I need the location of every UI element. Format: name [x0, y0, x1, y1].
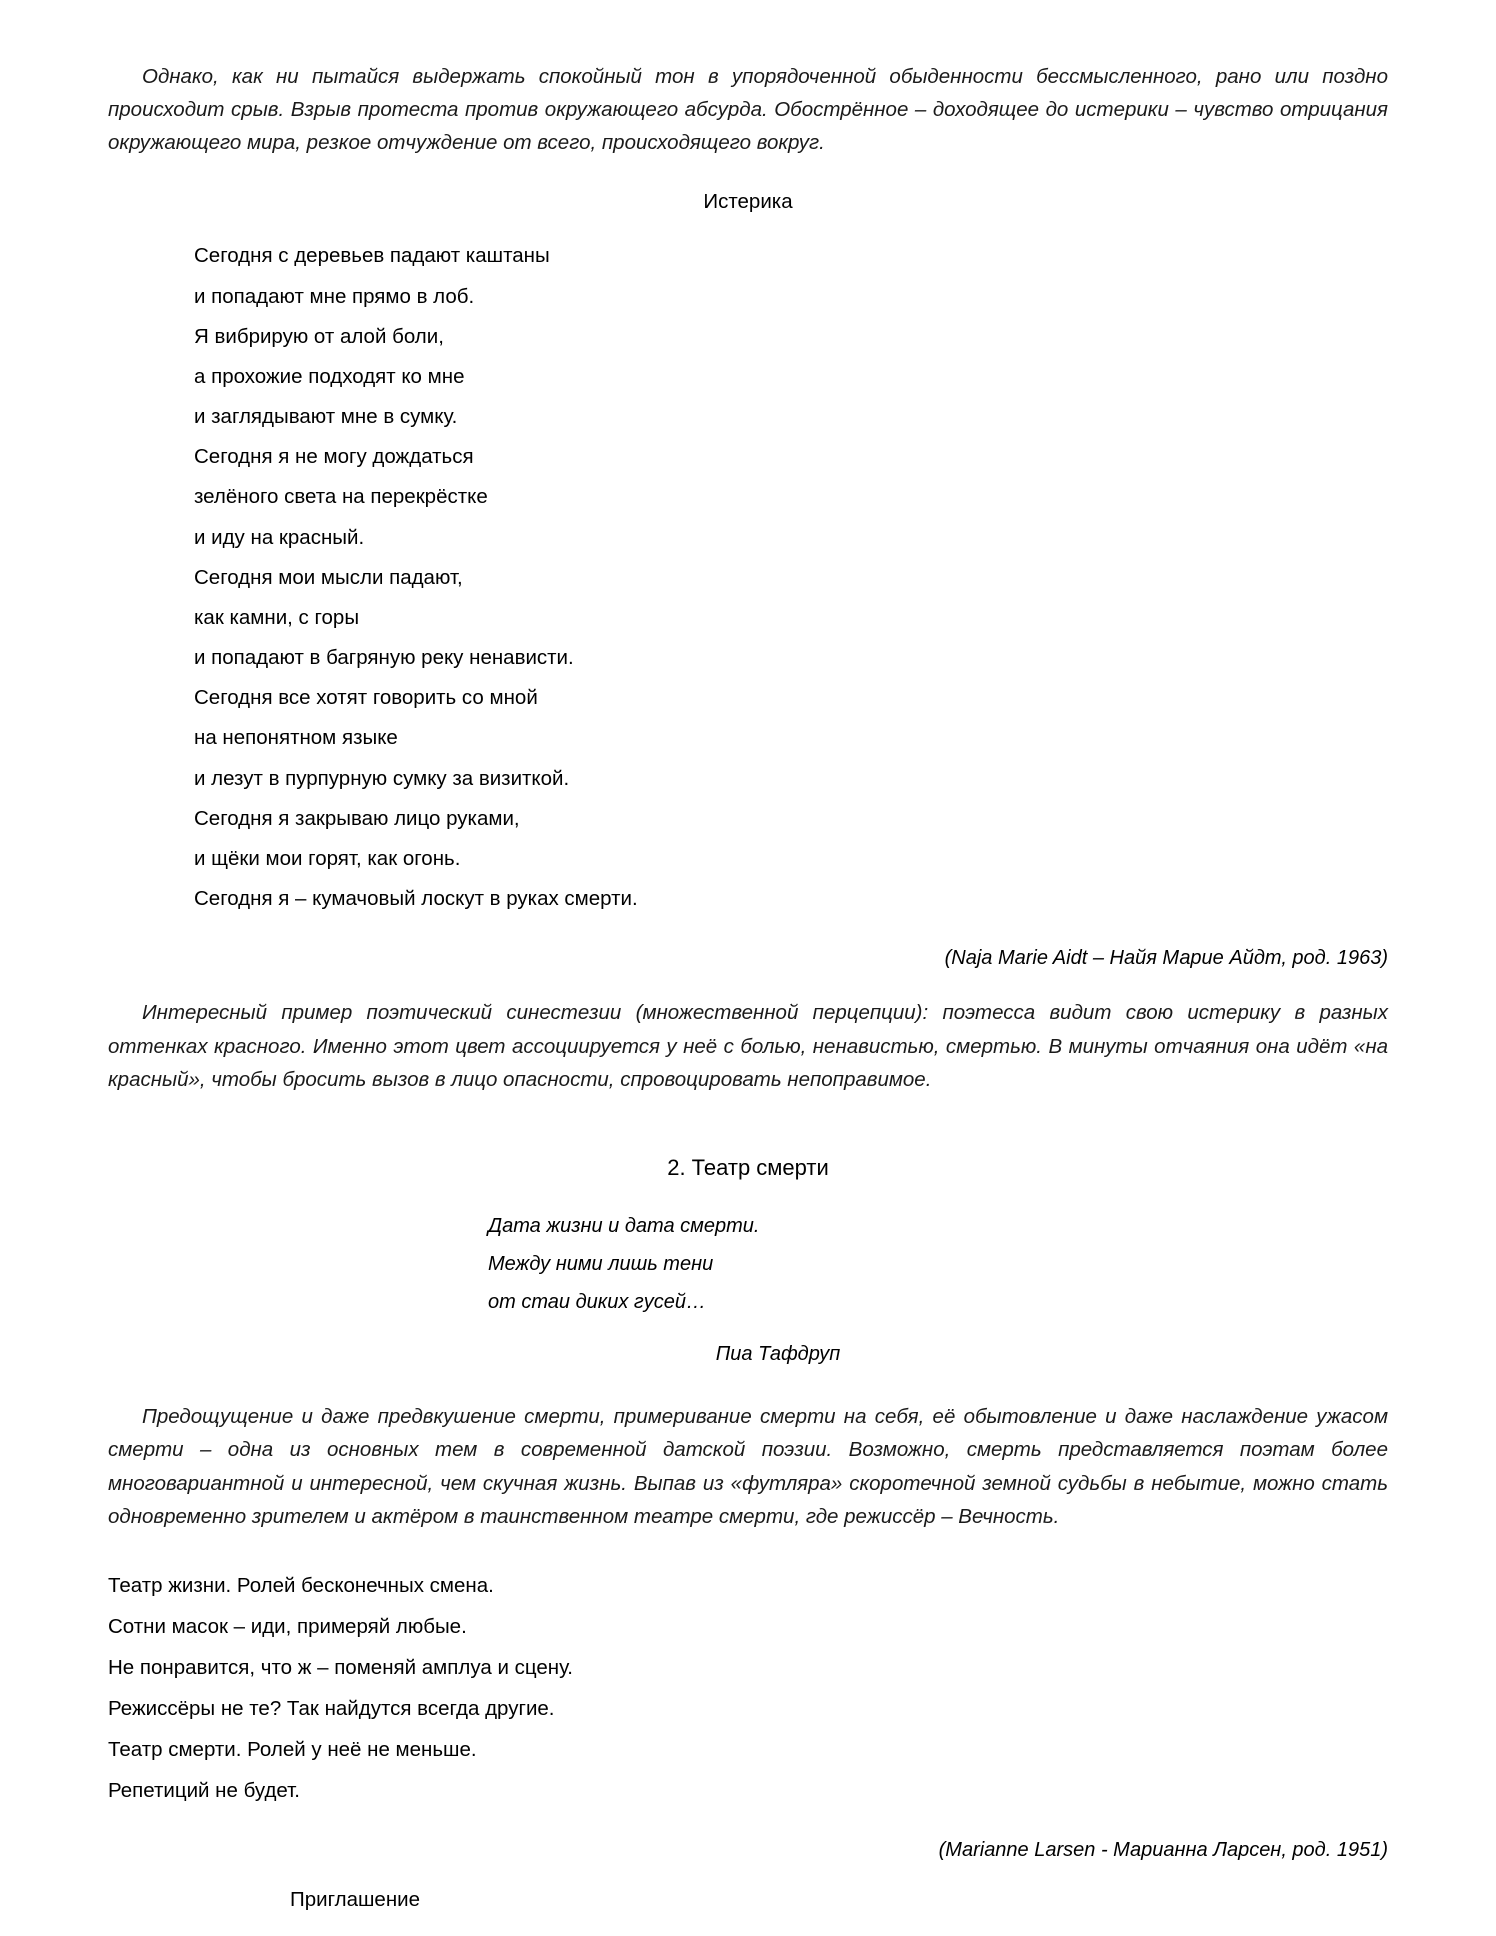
- poem-line: и попадают в багряную реку ненависти.: [194, 646, 574, 670]
- poem-line: Репетиций не будет.: [108, 1778, 300, 1802]
- poem-line: и заглядывают мне в сумку.: [194, 405, 458, 429]
- poem-line: как камни, с горы: [194, 605, 360, 629]
- poem-line: Режиссёры не те? Так найдутся всегда другие.: [108, 1696, 555, 1720]
- poem-line: и лезут в пурпурную сумку за визиткой.: [194, 766, 570, 790]
- poem-line: зелёного света на перекрёстке: [194, 485, 488, 509]
- epigraph-line: Дата жизни и дата смерти.: [488, 1215, 760, 1238]
- poem-line: Сегодня с деревьев падают каштаны: [194, 244, 550, 268]
- poem-attribution-larsen: (Marianne Larsen - Марианна Ларсен, род. 1951): [938, 1838, 1388, 1861]
- commentary-paragraph: Интересный пример поэтический синестезии (множественной перцепции): поэтесса видит свою истерику в разных оттенках красного. Именно этот цвет ассоциируется у неё с болью, ненавистью, смертью. В минуты отчаяния она идёт «на красный», чтобы бросить вызов в лицо опасности, спровоцировать непоправимое.: [108, 1001, 1388, 1091]
- poem-line: Не понравится, что ж – поменяй амплуа и сцену.: [108, 1655, 573, 1679]
- poem-title-isterika: Истерика: [703, 189, 793, 213]
- poem-line: Сотни масок – иди, примеряй любые.: [108, 1614, 467, 1638]
- poem-line: Театр жизни. Ролей бесконечных смена.: [108, 1573, 494, 1597]
- section-title-teatr-smerti: 2. Театр смерти: [667, 1154, 829, 1180]
- epigraph-block: [488, 1207, 1388, 1321]
- poem-attribution-aidt: (Naja Marie Aidt – Найя Марие Айдт, род. 1963): [944, 947, 1388, 970]
- poem-line: Сегодня я закрываю лицо руками,: [194, 806, 520, 830]
- poem-line: на непонятном языке: [194, 726, 398, 750]
- poem-line: Сегодня я – кумачовый лоскут в руках смерти.: [194, 887, 638, 911]
- epigraph-line: Между ними лишь тени: [488, 1253, 714, 1276]
- epigraph-line: от стаи диких гусей…: [488, 1291, 706, 1314]
- poem-title-priglashenie: Приглашение: [290, 1887, 420, 1911]
- poem-line: Сегодня мои мысли падают,: [194, 565, 463, 589]
- poem-line: а прохожие подходят ко мне: [194, 364, 465, 388]
- poem-line: и попадают мне прямо в лоб.: [194, 284, 475, 308]
- poem-line: Сегодня я не могу дождаться: [194, 445, 474, 469]
- section2-paragraph: Предощущение и даже предвкушение смерти, примеривание смерти на себя, её обытовление и даже наслаждение ужасом смерти – одна из основных тем в современной датской поэзии. Возможно, смерть представляется поэтам более многовариантной и интересной, чем скучная жизнь. Выпав из «футляра» скоротечной земной судьбы в небытие, можно стать одновременно зрителем и актёром в таинственном театре смерти, где режиссёр – Вечность.: [108, 1405, 1388, 1528]
- poem-line: Театр смерти. Ролей у неё не меньше.: [108, 1737, 477, 1761]
- poem-teatr-zhizni: [108, 1565, 1388, 1811]
- poem-isterika: [194, 236, 1388, 919]
- poem-line: Сегодня все хотят говорить со мной: [194, 686, 538, 710]
- poem-line: и щёки мои горят, как огонь.: [194, 846, 461, 870]
- poem-line: и иду на красный.: [194, 525, 365, 549]
- intro-paragraph: Однако, как ни пытайся выдержать спокойный тон в упорядоченной обыденности бессмысленного, рано или поздно происходит срыв. Взрыв протеста против окружающего абсурда. Обострённое – доходящее до истерики – чувство отрицания окружающего мира, резкое отчуждение от всего, происходящего вокруг.: [108, 65, 1388, 155]
- epigraph-attribution-tafdrup: Пиа Тафдруп: [715, 1343, 841, 1366]
- poem-line: Я вибрирую от алой боли,: [194, 324, 444, 348]
